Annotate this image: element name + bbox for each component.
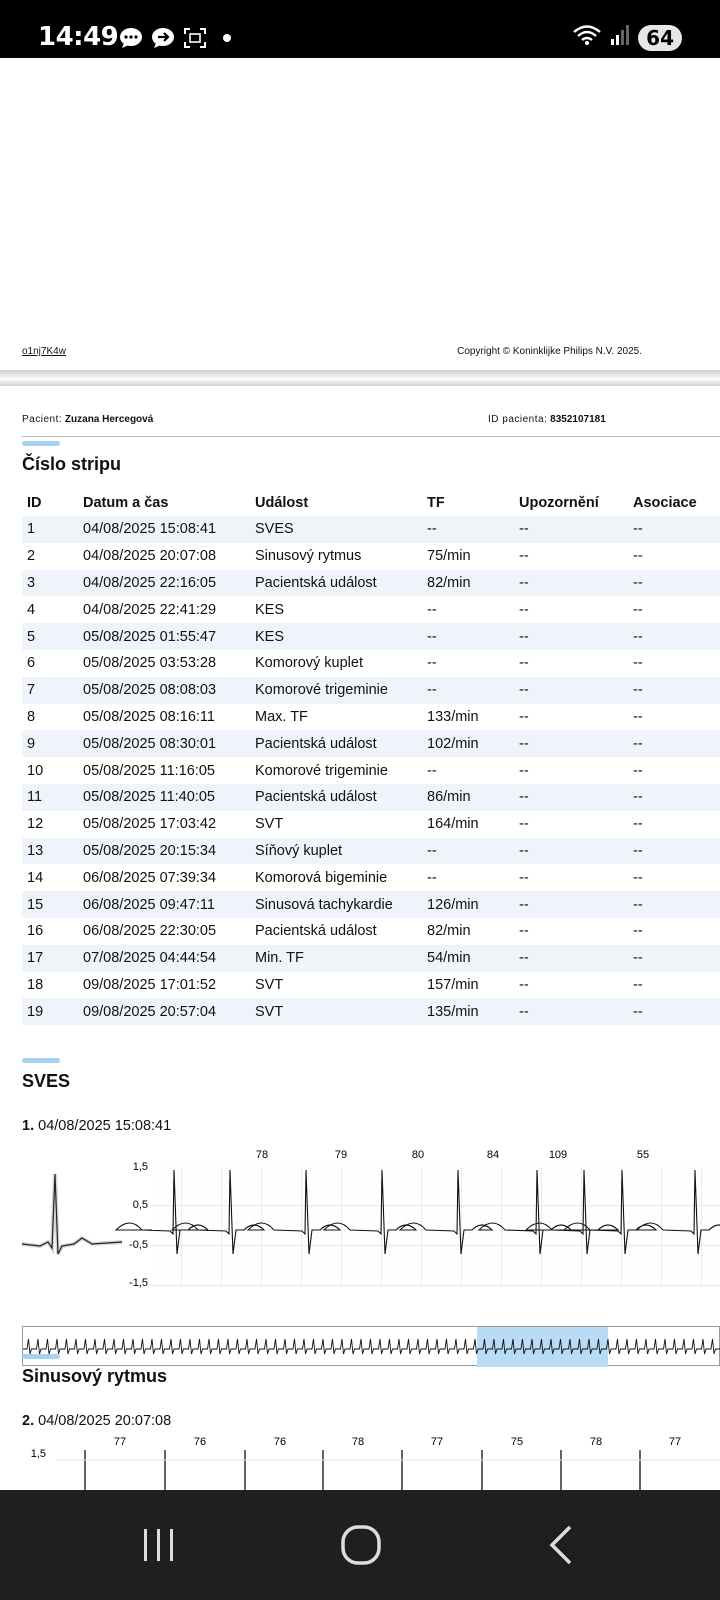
table-cell: -- [633,655,643,672]
battery-indicator: 64 [638,25,682,51]
table-row [22,891,720,918]
back-icon [542,1523,582,1567]
table-cell: 9 [22,730,78,757]
table-cell: KES [255,601,285,618]
table-cell: -- [519,816,529,833]
table-cell: Sinusový rytmus [255,548,362,565]
table-cell: -- [422,516,514,543]
heart-rate-label: 78 [589,1436,603,1448]
clock: 14:49 [38,22,119,52]
heart-rate-label: 78 [255,1149,269,1161]
y-tick: 1,5 [30,1448,46,1460]
table-cell: 2 [27,548,36,565]
y-tick: 0,5 [132,1199,148,1211]
y-tick: 1,5 [132,1161,148,1173]
table-cell: -- [514,730,628,757]
wifi-icon [572,24,602,51]
table-cell: -- [514,677,628,704]
table-cell: Pacientská událost [255,923,377,940]
table-cell: -- [628,623,720,650]
table-cell: 05/08/2025 03:53:28 [83,655,217,672]
y-tick: -0,5 [129,1239,148,1251]
patient-id: 8352107181 [550,414,606,425]
table-cell: -- [628,891,720,918]
android-nav-bar [0,1490,720,1600]
heart-rate-label: 79 [334,1149,348,1161]
table-cell: Pacientská událost [250,570,422,597]
table-cell: 6 [27,655,36,672]
strip1-section-title: SVES [22,1071,71,1091]
patient-id-label: ID pacienta: [488,414,548,425]
table-row [22,650,720,677]
table-cell: -- [514,516,628,543]
table-cell: SVES [250,516,422,543]
table-cell: -- [633,762,643,779]
table-cell: 07/08/2025 04:44:54 [78,945,250,972]
table-cell: -- [628,730,720,757]
table-cell: 05/08/2025 08:30:01 [78,730,250,757]
heart-rate-label: 76 [273,1436,287,1448]
table-cell: -- [514,891,628,918]
message-icon [118,26,144,50]
table-cell: 16 [27,923,44,940]
strip-table-title: Číslo stripu [22,454,122,474]
table-cell: 135/min [422,998,514,1025]
table-cell: -- [519,762,529,779]
table-cell: -- [633,976,643,993]
table-row [22,864,720,891]
table-cell: 05/08/2025 11:16:05 [83,762,215,779]
strip1-ecg [22,1149,720,1316]
table-cell: Pacientská událost [250,784,422,811]
table-cell: -- [427,762,437,779]
table-cell: 17 [22,945,78,972]
average-beat-thumbnail [22,1174,122,1254]
table-cell: Pacientská událost [250,730,422,757]
table-cell: -- [628,838,720,865]
heart-rate-label: 77 [430,1436,444,1448]
table-cell: 13 [22,838,78,865]
heart-rate-label: 75 [510,1436,524,1448]
table-header-row [22,490,720,516]
table-row [22,623,720,650]
table-cell: -- [514,838,628,865]
table-row [22,730,720,757]
heart-rate-label: 84 [486,1149,500,1161]
table-row [22,838,720,865]
table-cell: 164/min [427,816,479,833]
table-row [22,704,720,731]
table-cell: -- [519,869,529,886]
table-cell: 04/08/2025 20:07:08 [83,548,217,565]
y-tick: -1,5 [129,1277,148,1289]
table-cell: -- [427,601,437,618]
column-header: Asociace [633,495,697,511]
table-cell: 09/08/2025 20:57:04 [78,998,250,1025]
table-cell: 102/min [422,730,514,757]
table-cell: -- [514,784,628,811]
document-code: o1nj7K4w [22,346,66,357]
table-row [22,784,720,811]
strip2-number: 2. [22,1413,35,1429]
table-cell: -- [519,601,529,618]
table-cell: -- [514,623,628,650]
table-cell: 4 [27,601,36,618]
table-cell: -- [427,655,437,672]
table-cell: -- [519,708,529,725]
heart-rate-label: 80 [411,1149,425,1161]
table-cell: 05/08/2025 08:08:03 [78,677,250,704]
heart-rate-label: 55 [636,1149,650,1161]
table-cell: -- [514,570,628,597]
table-cell: 3 [22,570,78,597]
table-row [22,570,720,597]
table-cell: KES [250,623,422,650]
status-bar [0,0,720,58]
strip1-datetime: 04/08/2025 15:08:41 [38,1118,172,1134]
table-cell: 75/min [427,548,471,565]
recents-icon [138,1525,178,1565]
table-cell: 10 [27,762,44,779]
section-accent-bar [22,1354,60,1359]
page-separator [0,370,720,386]
section-accent-bar [22,1058,60,1063]
table-cell: Síňový kuplet [250,838,422,865]
table-cell: -- [633,548,643,565]
section-accent-bar [22,441,60,446]
table-cell: -- [633,816,643,833]
table-cell: -- [628,570,720,597]
heart-rate-label: 77 [668,1436,682,1448]
table-cell: 7 [22,677,78,704]
table-cell: -- [628,945,720,972]
strip2-label [22,1413,171,1429]
table-cell: -- [427,869,437,886]
table-cell: 82/min [422,570,514,597]
table-cell: 15 [22,891,78,918]
table-cell: 1 [22,516,78,543]
home-button[interactable] [331,1520,391,1570]
strip1-overview [22,1326,720,1366]
table-cell: Min. TF [250,945,422,972]
overview-trace [23,1339,720,1354]
column-header: ID [27,495,42,511]
column-header: TF [427,495,445,511]
table-cell: -- [633,708,643,725]
table-cell: -- [628,784,720,811]
table-cell: 06/08/2025 07:39:34 [83,869,217,886]
screenshot-icon [182,26,208,50]
table-cell: 05/08/2025 08:16:11 [83,708,215,725]
table-cell: Max. TF [255,708,308,725]
table-cell: 05/08/2025 11:40:05 [78,784,250,811]
dot-icon [214,26,240,50]
strip-table [22,490,720,1025]
strip2-ecg [0,1432,720,1490]
table-cell: -- [519,923,529,940]
heart-rate-label: 77 [113,1436,127,1448]
table-cell: 05/08/2025 17:03:42 [83,816,217,833]
table-cell: 8 [27,708,36,725]
table-cell: -- [519,548,529,565]
signal-icon [610,24,630,51]
column-header: Datum a čas [83,495,169,511]
table-row [22,811,720,838]
column-header: Událost [255,495,309,511]
table-cell: -- [628,516,720,543]
table-row [22,677,720,704]
table-row [22,998,720,1025]
table-row [22,918,720,945]
table-cell: -- [422,623,514,650]
table-cell: -- [422,677,514,704]
table-cell: -- [633,601,643,618]
table-cell: -- [422,838,514,865]
table-cell: -- [514,945,628,972]
table-row [22,543,720,570]
table-cell: -- [514,998,628,1025]
table-cell: 05/08/2025 01:55:47 [78,623,250,650]
table-cell: 05/08/2025 20:15:34 [78,838,250,865]
page-footer [22,346,642,357]
strip1-label [22,1118,171,1134]
table-cell: Sinusová tachykardie [250,891,422,918]
table-cell: 04/08/2025 22:16:05 [78,570,250,597]
table-cell: 14 [27,869,44,886]
strip2-datetime: 04/08/2025 20:07:08 [38,1413,172,1429]
table-row [22,945,720,972]
patient-label: Pacient: [22,414,63,425]
table-cell: 126/min [422,891,514,918]
table-cell: 86/min [422,784,514,811]
heart-rate-label: 78 [351,1436,365,1448]
table-cell: Komorový kuplet [255,655,363,672]
table-cell: 5 [22,623,78,650]
table-cell: Komorové trigeminie [250,677,422,704]
back-button[interactable] [532,1520,592,1570]
table-cell: Komorové trigeminie [255,762,388,779]
copyright-text: Copyright © Koninklijke Philips N.V. 2025. [457,346,642,357]
table-cell: -- [628,998,720,1025]
table-row [22,596,720,623]
patient-name: Zuzana Hercegová [64,414,154,425]
forward-icon [150,26,176,50]
table-cell: -- [519,976,529,993]
report-document[interactable] [0,58,720,1490]
patient-header [22,414,720,437]
strip2-section-title: Sinusový rytmus [22,1366,168,1386]
table-cell: 09/08/2025 17:01:52 [83,976,217,993]
table-cell: 06/08/2025 22:30:05 [83,923,217,940]
table-row [22,972,720,999]
table-cell: SVT [255,976,284,993]
heart-rate-label: 76 [193,1436,207,1448]
table-cell: 19 [22,998,78,1025]
table-cell: 82/min [427,923,471,940]
table-cell: SVT [255,816,284,833]
table-cell: 06/08/2025 09:47:11 [78,891,250,918]
table-cell: -- [633,869,643,886]
table-row [22,516,720,543]
table-cell: 11 [22,784,78,811]
table-cell: -- [519,655,529,672]
recents-button[interactable] [128,1520,188,1570]
column-header: Upozornění [519,495,599,511]
home-icon [339,1523,383,1567]
table-cell: 157/min [427,976,479,993]
table-cell: 54/min [422,945,514,972]
table-cell: 18 [27,976,44,993]
table-cell: 04/08/2025 15:08:41 [78,516,250,543]
table-cell: 12 [27,816,44,833]
strip1-number: 1. [22,1118,35,1134]
table-cell: SVT [250,998,422,1025]
table-row [22,757,720,784]
heart-rate-label: 109 [548,1149,568,1161]
table-cell: -- [633,923,643,940]
table-cell: -- [628,677,720,704]
table-cell: 04/08/2025 22:41:29 [83,601,217,618]
table-cell: 133/min [427,708,479,725]
table-cell: Komorová bigeminie [255,869,388,886]
